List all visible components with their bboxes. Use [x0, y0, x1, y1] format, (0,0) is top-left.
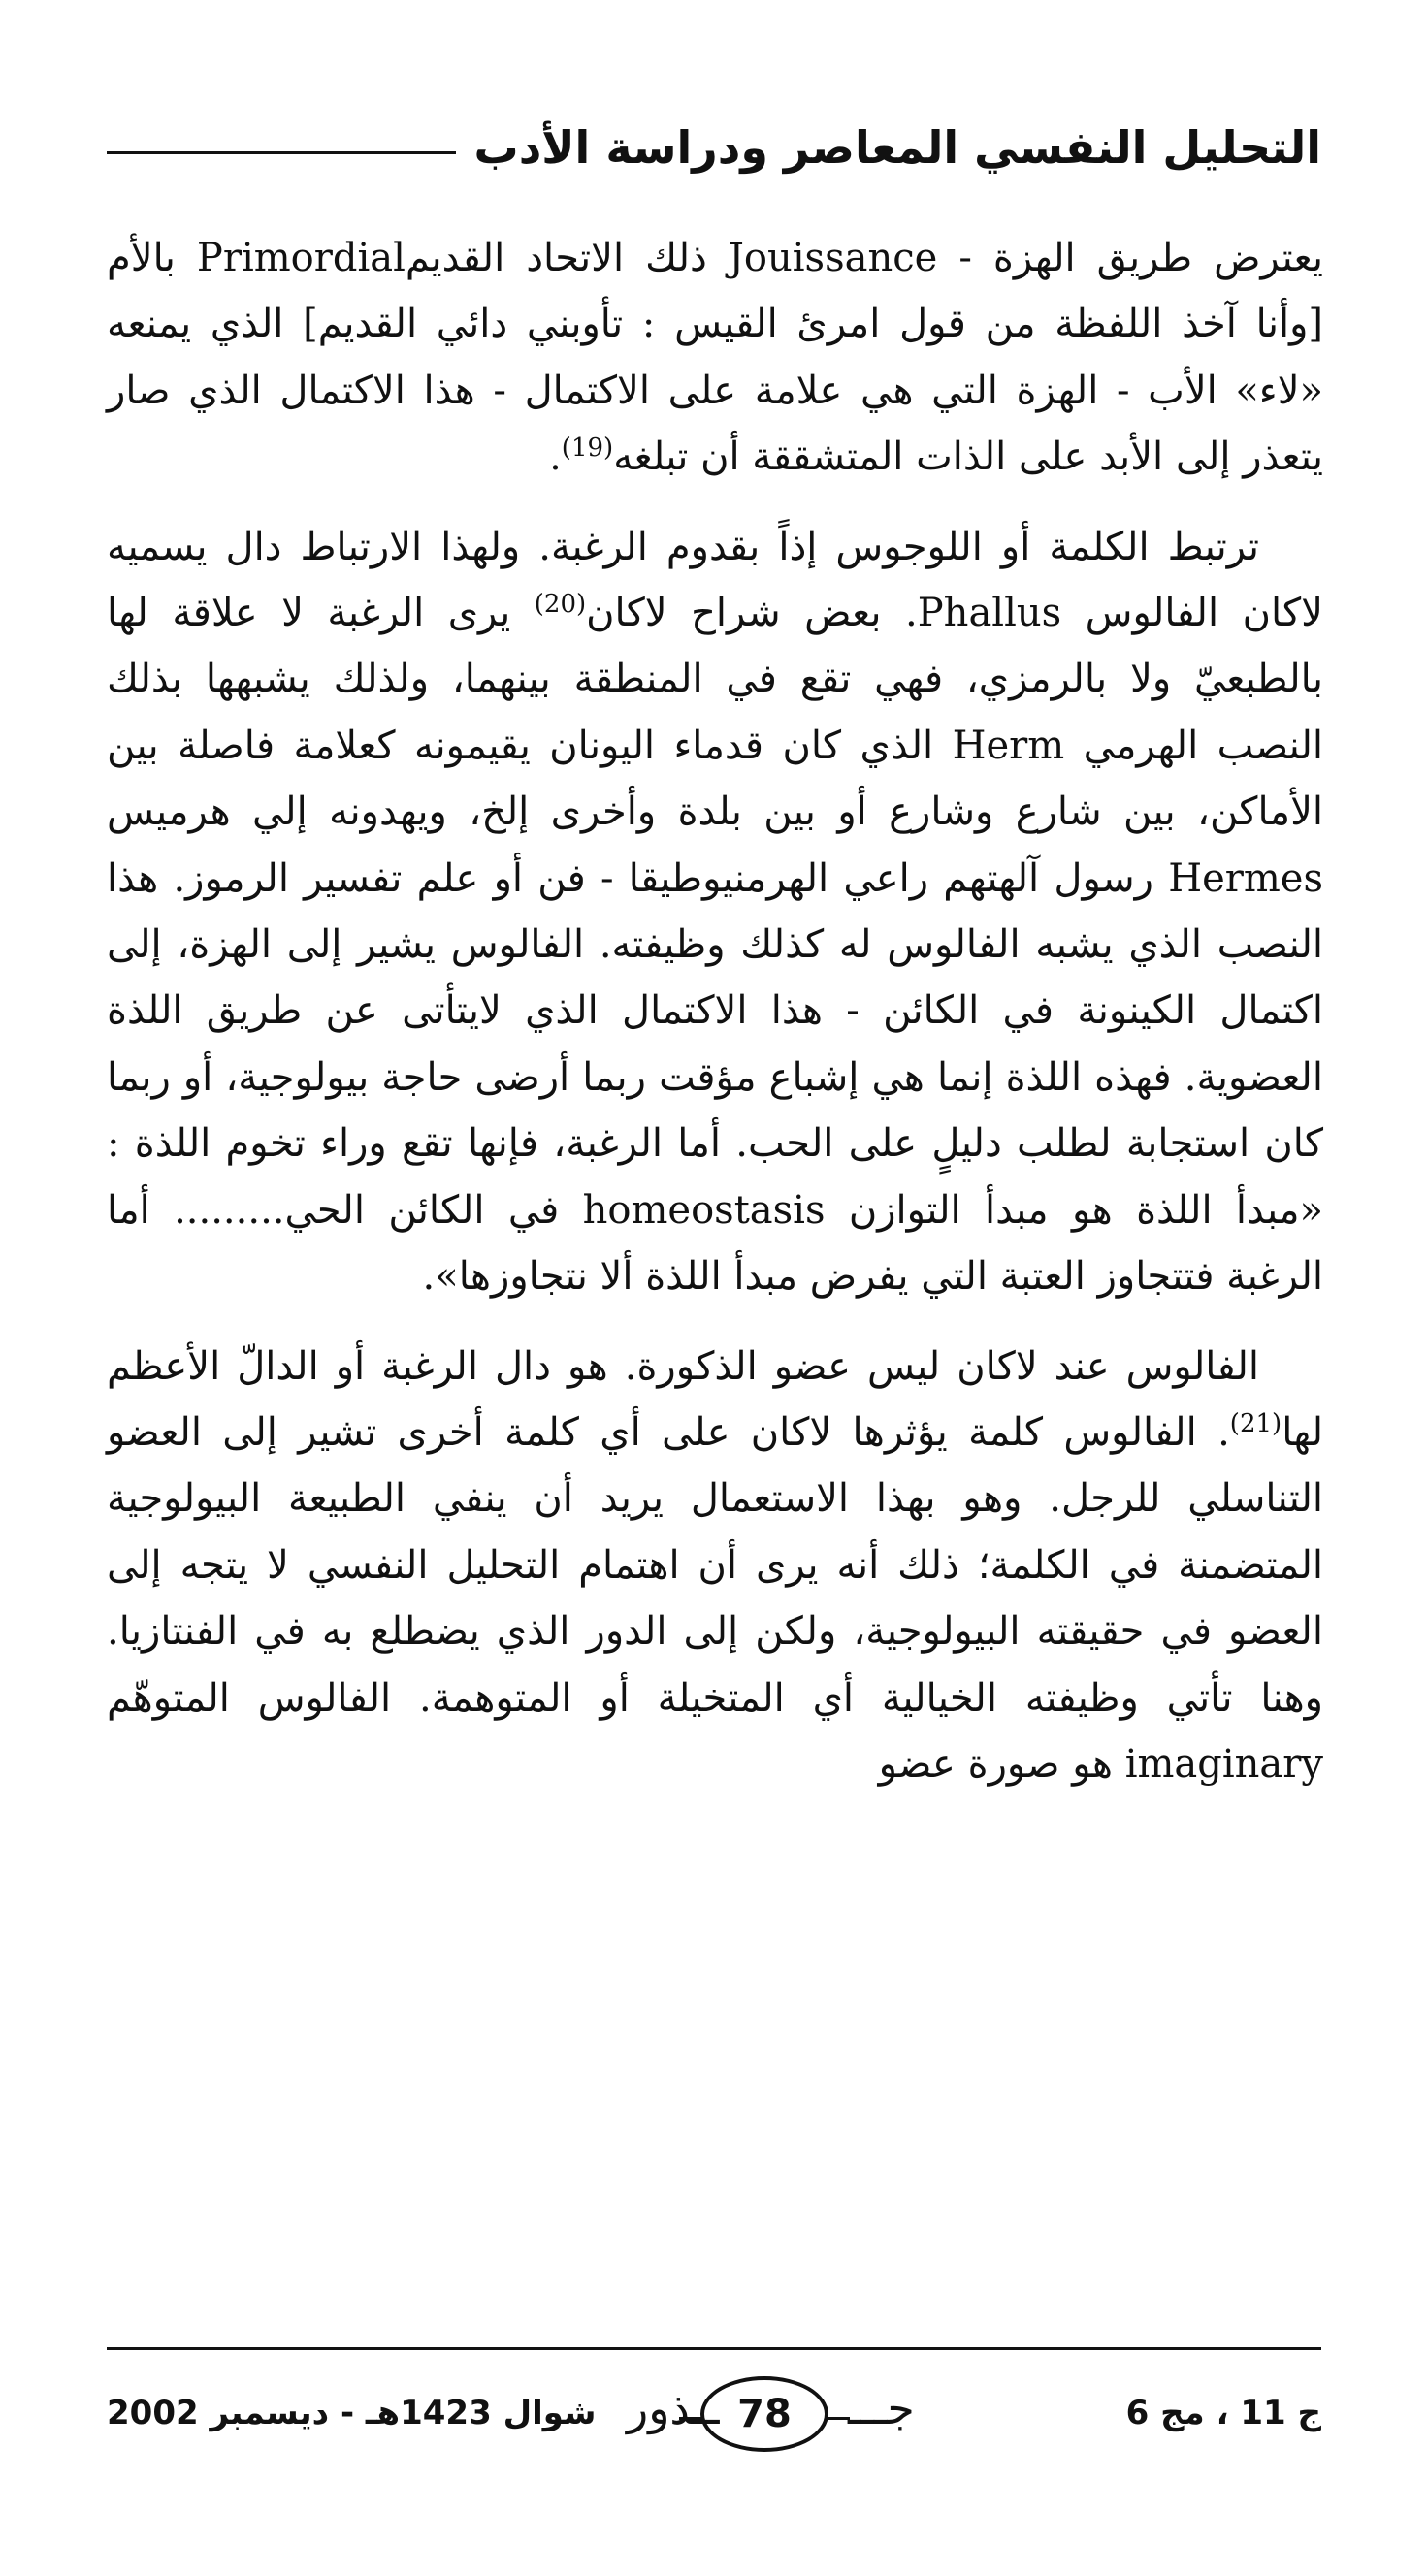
- footer-rule: [107, 2347, 1321, 2350]
- journal-name-right: ــذور: [627, 2382, 720, 2434]
- paragraph-text: . الفالوس كلمة يؤثرها لاكان على أي كلمة أخرى تشير إلى العضو التناسلي للرجل. وهو بهذا الاستعمال يريد أن ينفي الطبيعة البيولوجية المتضمنة في الكلمة؛ ذلك أنه يرى أن اهتمام التحليل النفسي لا يتجه إلى العضو في حقيقته البيولوجية، ولكن إلى الدور الذي يضطلع به في الفنتازيا. وهنا تأتي وظيفته الخيالية أي المتخيلة أو المتوهمة. الفالوس المتوهّم imaginary هو صورة عضو: [107, 1409, 1324, 1787]
- issue-number: ج 11 ، مج 6: [1125, 2394, 1321, 2432]
- paragraph-3: [107, 1334, 1323, 1798]
- page-footer: [107, 2374, 1321, 2462]
- page-number: 78: [737, 2392, 792, 2436]
- journal-name-left: جـــ: [848, 2382, 915, 2434]
- body-text: [107, 225, 1323, 1797]
- header-rule: [107, 151, 456, 154]
- paragraph-1: [107, 225, 1323, 491]
- paragraph-text: يعترض طريق الهزة - Jouissance ذلك الاتحاد القديمPrimordial بالأم [وأنا آخذ اللفظة من قول امرئ القيس : تأوبني دائي القديم] الذي يمنعه «لاء» الأب - الهزة التي هي علامة على الاكتمال - هذا الاكتمال الذي صار يتعذر إلى الأبد على الذات المتشققة أن تبلغه: [107, 236, 1323, 480]
- kashida-connector: [828, 2417, 850, 2420]
- journal-page-emblem: [611, 2374, 999, 2462]
- running-title: التحليل النفسي المعاصر ودراسة الأدب: [473, 121, 1321, 174]
- paragraph-text: الفالوس عند لاكان ليس عضو الذكورة. هو دال الرغبة أو الدالّ الأعظم لها: [107, 1343, 1323, 1455]
- paragraph-text: يرى الرغبة لا علاقة لها بالطبعيّ ولا بالرمزي، فهي تقع في المنطقة بينهما، ولذلك يشبهها بذلك النصب الهرمي Herm الذي كان قدماء اليونان يقيمونه كعلامة فاصلة بين الأماكن، بين شارع وشارع أو بين بلدة وأخرى إلخ، ويهدونه إلي هرميس Hermes رسول آلهتهم راعي الهرمنيوطيقا - فن أو علم تفسير الرموز. هذا النصب الذي يشبه الفالوس له كذلك وظيفته. الفالوس يشير إلى الهزة، إلى اكتمال الكينونة في الكائن - هذا الاكتمال الذي لايتأتى عن طريق اللذة العضوية. فهذه اللذة إنما هي إشباع مؤقت ربما أرضى حاجة بيولوجية، أو ربما كان استجابة لطلب دليلٍ على الحب. أما الرغبة، فإنها تقع وراء تخوم اللذة : «مبدأ اللذة هو مبدأ التوازن homeostasis في الكائن الحي......... أما الرغبة فتتجاوز العتبة التي يفرض مبدأ اللذة ألا نتجاوزها».: [107, 591, 1323, 1300]
- footnote-ref: (21): [1229, 1408, 1282, 1438]
- paragraph-text: .: [549, 435, 562, 480]
- paragraph-text: ترتبط الكلمة أو اللوجوس إذاً بقدوم الرغبة. ولهذا الارتباط دال يسميه لاكان الفالوس Phallus. بعض شراح لاكان: [107, 524, 1323, 636]
- footnote-ref: (19): [561, 434, 614, 464]
- paragraph-2: [107, 514, 1323, 1310]
- running-header: [107, 109, 1321, 186]
- footnote-ref: (20): [534, 590, 587, 620]
- issue-date: شوال 1423هـ - ديسمبر 2002: [107, 2394, 597, 2432]
